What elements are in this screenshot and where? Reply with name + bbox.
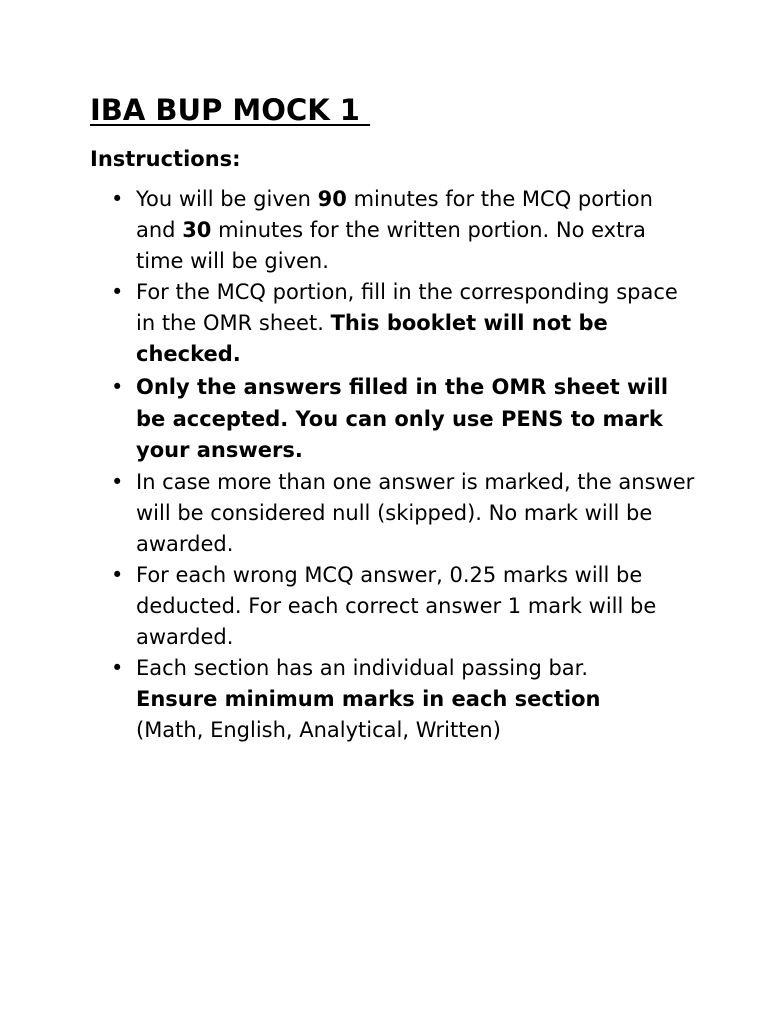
bullet-icon: • [111, 187, 124, 211]
item-emphasis: This booklet will not be checked. [136, 311, 608, 366]
item-text: (Math, English, Analytical, Written) [136, 717, 501, 742]
item-text: You will be given [136, 187, 318, 211]
list-item-time [111, 184, 696, 277]
page-title: IBA BUP MOCK 1 [90, 93, 371, 127]
item-text: In case more than one answer is marked, the answer will be considered null (skipped). No mark will be awarded. [136, 469, 695, 556]
instructions-heading: Instructions: [90, 147, 241, 171]
bullet-icon: • [111, 655, 124, 680]
instructions-list [111, 184, 696, 746]
bullet-icon: • [111, 469, 124, 494]
item-emphasis: Only the answers filled in the OMR sheet will be accepted. You can only use PENS to mark your answers. [136, 375, 669, 462]
written-minutes-value: 30 [182, 218, 212, 242]
item-emphasis: Ensure minimum marks in each section [136, 686, 601, 711]
item-text: Each section has an individual passing bar. [136, 655, 589, 680]
item-text: minutes for the written portion. No extra time will be given. [136, 218, 646, 273]
item-text: For each wrong MCQ answer, 0.25 marks will be deducted. For each correct answer 1 mark will be awarded. [136, 562, 657, 649]
list-item-passing-bar [111, 653, 696, 746]
item-text: For the MCQ portion, fill in the corresponding space in the OMR sheet. [136, 280, 678, 335]
item-text: minutes for the MCQ portion and [136, 187, 653, 242]
list-item-multiple-answers [111, 467, 696, 560]
bullet-icon: • [111, 280, 124, 304]
bullet-icon: • [111, 375, 124, 399]
bullet-icon: • [111, 562, 124, 587]
list-item-marking [111, 560, 696, 653]
list-item-pens [111, 372, 696, 467]
mcq-minutes-value: 90 [317, 187, 347, 211]
list-item-omr [111, 277, 696, 370]
